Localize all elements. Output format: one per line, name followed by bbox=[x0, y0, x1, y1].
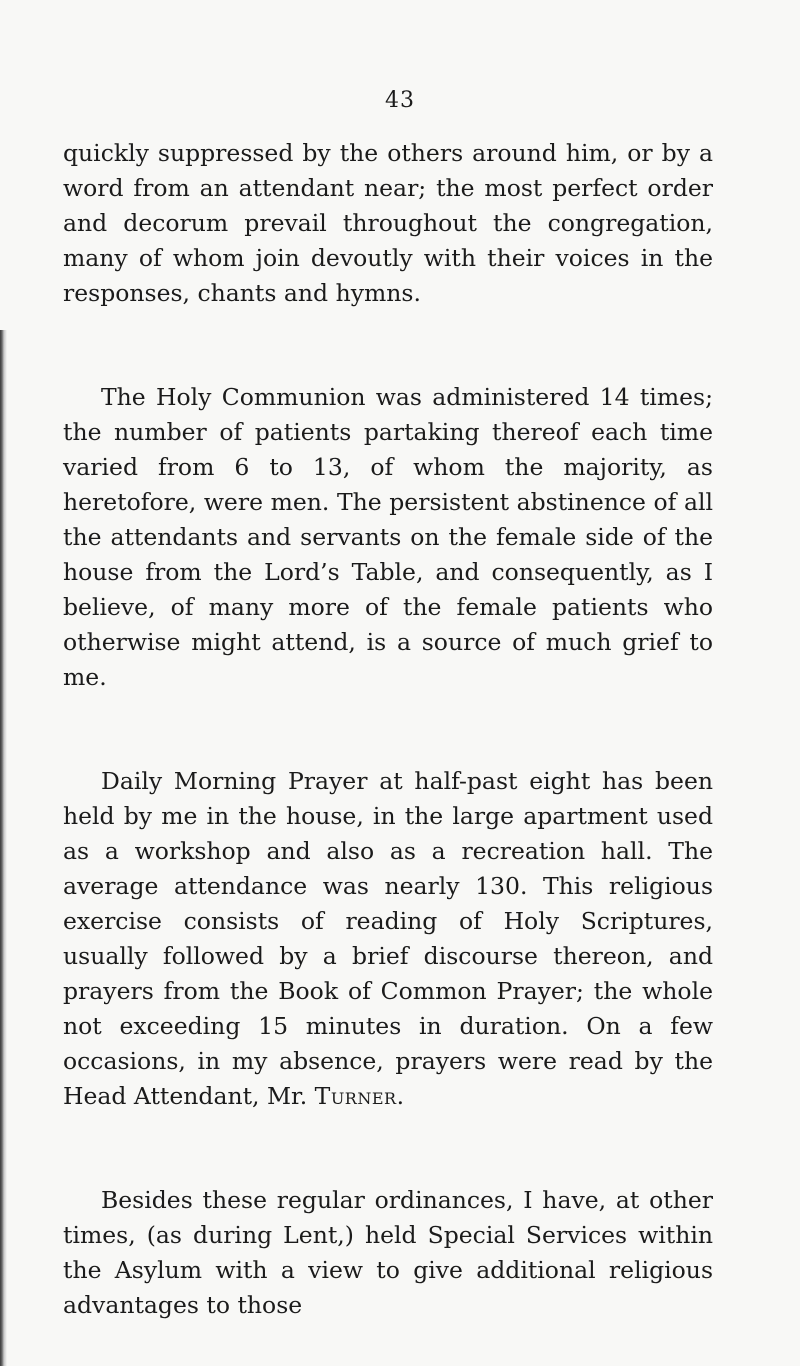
paragraph-morning-prayer bbox=[63, 764, 713, 1114]
paragraph-holy-communion: The Holy Communion was administered 14 times; the number of patients partaking thereof each time varied from 6 to 13, of whom the majority, as heretofore, were men. The persistent abstinence of all the attendants and servants on the female side of the house from the Lord’s Table, and consequently, as I believe, of many more of the female patients who otherwise might attend, is a source of much grief to me. bbox=[63, 383, 713, 691]
head-attendant-name: Turner bbox=[314, 1082, 397, 1110]
paragraph-special-services: Besides these regular ordinances, I have, at other times, (as during Lent,) held Special Services within the Asylum with a view to give additional religious advantages to those bbox=[63, 1186, 713, 1319]
body-text bbox=[63, 136, 713, 1323]
page-binding-shadow bbox=[0, 330, 7, 1366]
paragraph-continuation: quickly suppressed by the others around him, or by a word from an attendant near; the most perfect order and decorum prevail throughout the congregation, many of whom join devoutly with their voices in the responses, chants and hymns. bbox=[63, 139, 713, 307]
morning-prayer-end: . bbox=[396, 1082, 405, 1110]
morning-prayer-text: Daily Morning Prayer at half-past eight has been held by me in the house, in the large apartment used as a workshop and also as a recreation hall. The average attendance was nearly 130. This religious exercise consists of reading of Holy Scriptures, usually followed by a brief discourse thereon, and prayers from the Book of Common Prayer; the whole not exceeding 15 minutes in duration. On a few occasions, in my absence, prayers were read by the Head Attendant, Mr. bbox=[63, 767, 713, 1110]
page-number: 43 bbox=[385, 88, 415, 113]
